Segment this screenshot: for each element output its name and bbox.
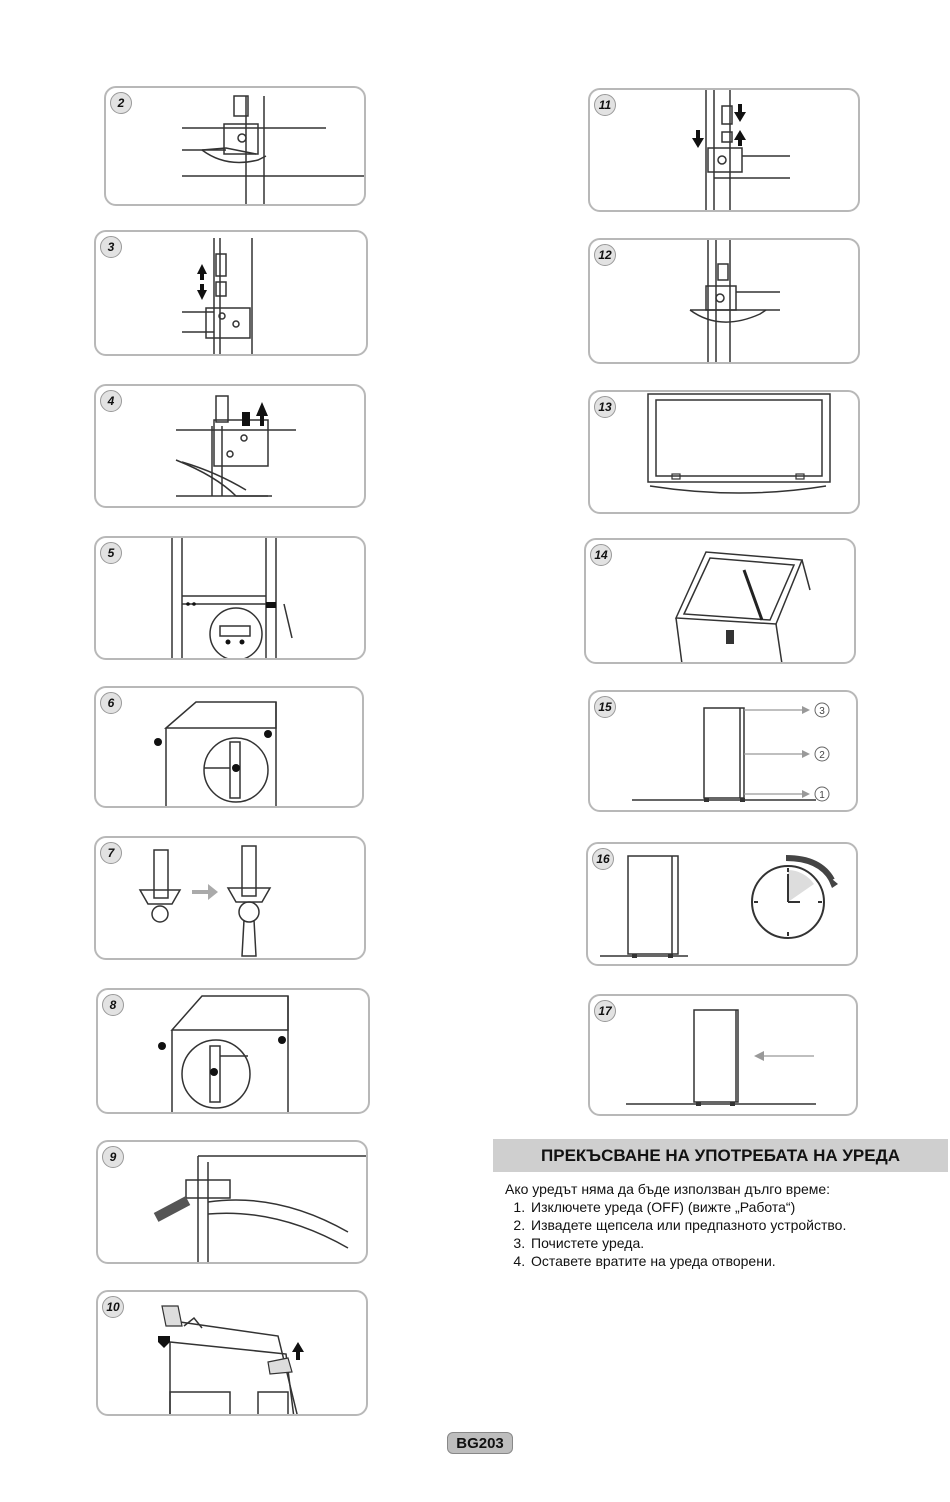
fridge-levels-illustration [590,692,858,812]
diagram-step-13 [588,390,860,514]
level-label-1: 1 [819,790,825,801]
section-body [505,1180,945,1270]
step-number-badge: 9 [102,1146,124,1168]
diagram-step-9 [96,1140,368,1264]
instruction-list [505,1198,945,1270]
diagram-step-17 [588,994,858,1116]
diagram-step-3 [94,230,368,356]
step-number-badge: 4 [100,390,122,412]
door-front-illustration [590,392,860,514]
diagram-step-6 [94,686,364,808]
diagram-step-16 [586,842,858,966]
reinstall-hinge-pin-illustration [98,990,370,1114]
section-title: ПРЕКЪСВАНЕ НА УПОТРЕБАТА НА УРЕДА [493,1139,948,1172]
diagram-step-14 [584,538,856,664]
step-number-badge: 13 [594,396,616,418]
diagram-step-5 [94,536,366,660]
step-number-badge: 3 [100,236,122,258]
cabinet-hinge-detail-illustration [96,538,366,660]
step-number-badge: 7 [100,842,122,864]
door-alignment-illustration [586,540,856,664]
hinge-fitted-illustration [590,240,860,364]
step-number-badge: 5 [100,542,122,564]
hinge-cover-illustration [96,232,368,356]
screw-removal-illustration [96,386,366,508]
lower-hinge-screw-illustration [98,1142,368,1264]
diagram-step-8 [96,988,370,1114]
diagram-step-10 [96,1290,368,1416]
step-number-badge: 12 [594,244,616,266]
level-label-2: 2 [819,750,825,761]
page-number: BG203 [447,1432,513,1454]
list-item: 3. Почистете уреда. [529,1234,945,1252]
step-number-badge: 14 [590,544,612,566]
wrench-adjust-illustration [96,838,366,960]
hinge-move-illustration [590,90,860,212]
diagram-step-15 [588,690,858,812]
step-number-badge: 17 [594,1000,616,1022]
diagram-step-12 [588,238,860,364]
step-number-badge: 15 [594,696,616,718]
diagram-step-2 [104,86,366,206]
step-number-badge: 10 [102,1296,124,1318]
step-number-badge: 16 [592,848,614,870]
hinge-illustration [106,88,366,206]
diagram-step-11 [588,88,860,212]
push-fridge-illustration [590,996,858,1116]
list-item: 2. Извадете щепсела или предпазното устройство. [529,1216,945,1234]
step-number-badge: 2 [110,92,132,114]
hinge-cover-swap-illustration [98,1292,368,1416]
list-item: 1. Изключете уреда (OFF) (вижте „Работа“) [529,1198,945,1216]
diagram-step-7 [94,836,366,960]
step-number-badge: 11 [594,94,616,116]
wait-time-illustration [588,844,858,966]
diagram-step-4 [94,384,366,508]
door-hinge-pin-illustration [96,688,364,808]
step-number-badge: 8 [102,994,124,1016]
step-number-badge: 6 [100,692,122,714]
list-item: 4. Оставете вратите на уреда отворени. [529,1252,945,1270]
section-intro: Ако уредът няма да бъде използван дълго време: [505,1181,831,1197]
level-label-3: 3 [819,706,825,717]
